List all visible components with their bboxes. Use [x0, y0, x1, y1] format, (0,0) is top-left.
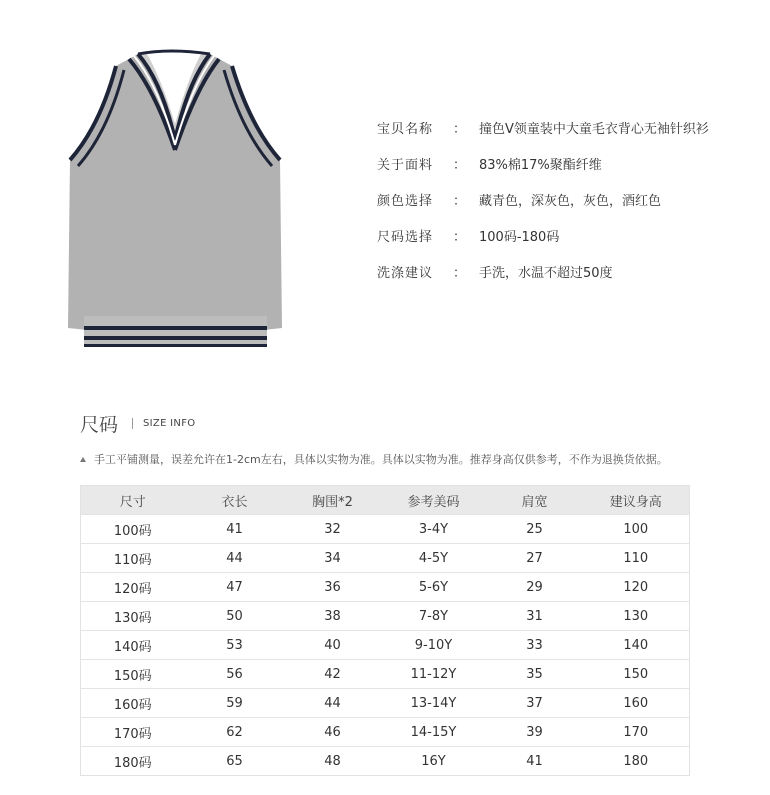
spec-colon: ： [453, 122, 467, 137]
cell-height: 150 [583, 660, 690, 689]
sweater-vest-icon [60, 48, 292, 354]
section-title: 尺码 [80, 414, 119, 436]
spec-label: 颜色选择 [377, 194, 434, 209]
cell-chest: 36 [285, 573, 381, 602]
cell-length: 59 [185, 689, 285, 718]
table-row [81, 631, 690, 660]
cell-height: 140 [583, 631, 690, 660]
size-table [80, 485, 690, 776]
cell-length: 62 [185, 718, 285, 747]
table-row [81, 602, 690, 631]
cell-height: 110 [583, 544, 690, 573]
cell-length: 65 [185, 747, 285, 776]
cell-us-size: 14-15Y [381, 718, 487, 747]
spec-value: 藏青色，深灰色，灰色，酒红色 [479, 194, 662, 209]
table-row [81, 660, 690, 689]
cell-chest: 48 [285, 747, 381, 776]
cell-us-size: 5-6Y [381, 573, 487, 602]
cell-length: 47 [185, 573, 285, 602]
cell-size: 120码 [81, 573, 185, 602]
spec-row-name [377, 118, 757, 154]
cell-chest: 34 [285, 544, 381, 573]
cell-size: 130码 [81, 602, 185, 631]
cell-height: 170 [583, 718, 690, 747]
cell-size: 180码 [81, 747, 185, 776]
cell-size: 160码 [81, 689, 185, 718]
cell-height: 100 [583, 515, 690, 544]
cell-chest: 44 [285, 689, 381, 718]
product-specs [377, 118, 757, 298]
cell-us-size: 9-10Y [381, 631, 487, 660]
section-divider [132, 418, 133, 429]
table-header-row [81, 486, 690, 515]
cell-chest: 38 [285, 602, 381, 631]
spec-value: 100码-180码 [479, 230, 560, 245]
cell-size: 100码 [81, 515, 185, 544]
table-row [81, 573, 690, 602]
cell-shoulder: 35 [487, 660, 583, 689]
cell-shoulder: 39 [487, 718, 583, 747]
note-text: 手工平铺测量，误差允许在1-2cm左右，具体以实物为准。具体以实物为准。推荐身高仅供参考，不作为退换货依据。 [94, 453, 668, 466]
spec-row-sizes [377, 226, 757, 262]
cell-us-size: 13-14Y [381, 689, 487, 718]
size-section-header [80, 410, 195, 436]
cell-height: 180 [583, 747, 690, 776]
triangle-icon [80, 457, 86, 462]
table-row [81, 747, 690, 776]
column-header-height: 建议身高 [583, 486, 690, 515]
cell-shoulder: 25 [487, 515, 583, 544]
cell-length: 44 [185, 544, 285, 573]
cell-us-size: 7-8Y [381, 602, 487, 631]
table-row [81, 718, 690, 747]
table-row [81, 689, 690, 718]
column-header-length: 衣长 [185, 486, 285, 515]
cell-chest: 40 [285, 631, 381, 660]
cell-size: 170码 [81, 718, 185, 747]
table-row [81, 515, 690, 544]
cell-length: 53 [185, 631, 285, 660]
spec-colon: ： [453, 266, 467, 281]
spec-label: 关于面料 [377, 158, 434, 173]
cell-us-size: 3-4Y [381, 515, 487, 544]
cell-us-size: 4-5Y [381, 544, 487, 573]
spec-colon: ： [453, 158, 467, 173]
cell-shoulder: 41 [487, 747, 583, 776]
cell-size: 150码 [81, 660, 185, 689]
cell-chest: 32 [285, 515, 381, 544]
section-subtitle: SIZE INFO [143, 418, 196, 429]
spec-label: 宝贝名称 [377, 122, 434, 137]
measurement-note [80, 451, 668, 467]
cell-height: 130 [583, 602, 690, 631]
column-header-chest: 胸围*2 [285, 486, 381, 515]
cell-shoulder: 37 [487, 689, 583, 718]
spec-row-washing [377, 262, 757, 298]
cell-shoulder: 33 [487, 631, 583, 660]
cell-shoulder: 27 [487, 544, 583, 573]
cell-chest: 46 [285, 718, 381, 747]
cell-length: 50 [185, 602, 285, 631]
cell-length: 56 [185, 660, 285, 689]
column-header-us-size: 参考美码 [381, 486, 487, 515]
spec-value: 手洗，水温不超过50度 [479, 266, 613, 281]
spec-row-colors [377, 190, 757, 226]
cell-size: 110码 [81, 544, 185, 573]
cell-height: 160 [583, 689, 690, 718]
cell-height: 120 [583, 573, 690, 602]
spec-colon: ： [453, 230, 467, 245]
spec-row-fabric [377, 154, 757, 190]
cell-us-size: 16Y [381, 747, 487, 776]
cell-us-size: 11-12Y [381, 660, 487, 689]
column-header-size: 尺寸 [81, 486, 185, 515]
spec-label: 尺码选择 [377, 230, 434, 245]
cell-size: 140码 [81, 631, 185, 660]
spec-value: 83%棉17%聚酯纤维 [479, 158, 602, 173]
cell-chest: 42 [285, 660, 381, 689]
spec-label: 洗涤建议 [377, 266, 434, 281]
spec-value: 撞色V领童装中大童毛衣背心无袖针织衫 [479, 122, 709, 137]
table-row [81, 544, 690, 573]
column-header-shoulder: 肩宽 [487, 486, 583, 515]
cell-shoulder: 29 [487, 573, 583, 602]
cell-shoulder: 31 [487, 602, 583, 631]
cell-length: 41 [185, 515, 285, 544]
spec-colon: ： [453, 194, 467, 209]
